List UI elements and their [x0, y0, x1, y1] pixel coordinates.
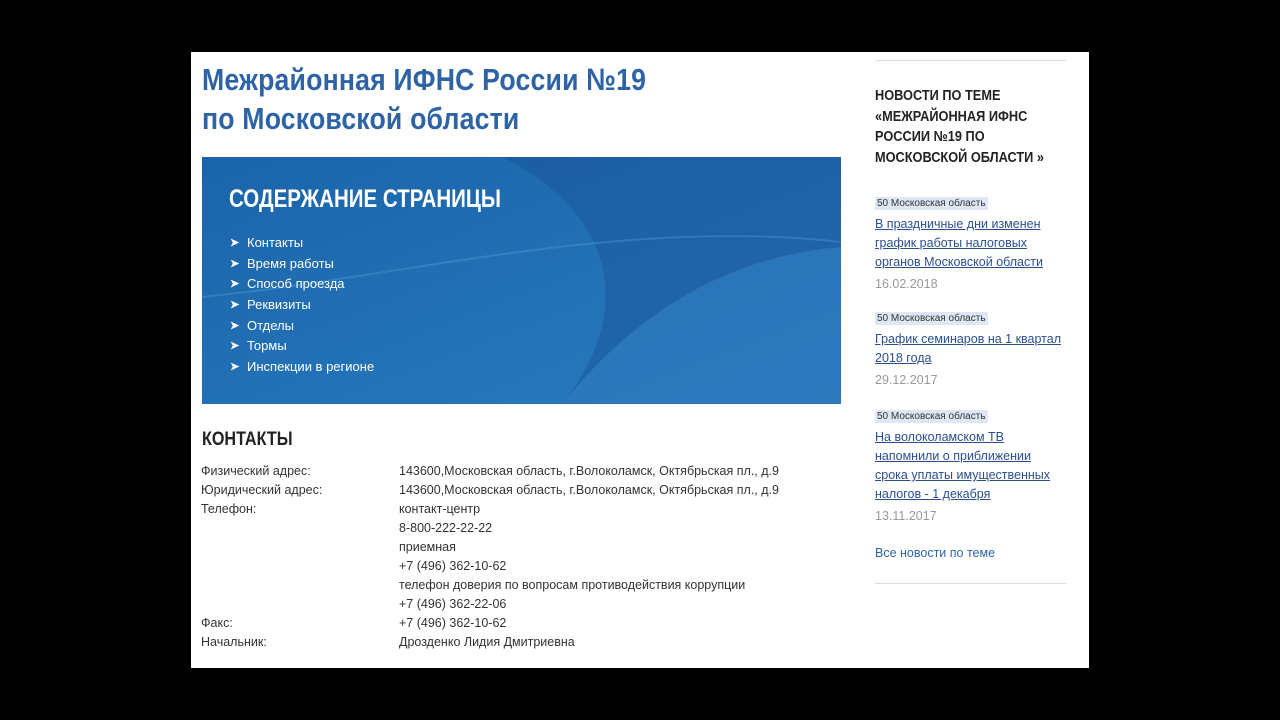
toc-heading: СОДЕРЖАНИЕ СТРАНИЦЫ [229, 185, 501, 213]
news-item [875, 406, 1066, 523]
contacts-table [201, 462, 779, 652]
news-date: 29.12.2017 [875, 373, 938, 387]
contact-label: Физический адрес: [201, 464, 311, 478]
region-badge: 50 Московская область [877, 198, 986, 209]
contact-value-line: 8-800-222-22-22 [399, 521, 493, 535]
news-date: 16.02.2018 [875, 277, 938, 291]
toc-item-label[interactable]: Инспекции в регионе [247, 358, 375, 374]
contact-value [399, 633, 779, 652]
contact-value [399, 481, 779, 500]
region-badge: 50 Московская область [877, 411, 986, 422]
contact-row [201, 500, 779, 614]
contact-label: Факс: [201, 616, 233, 630]
contact-label: Юридический адрес: [201, 483, 323, 497]
contact-value [399, 614, 779, 633]
contact-value-line: +7 (496) 362-10-62 [399, 559, 507, 573]
table-of-contents [202, 157, 841, 404]
toc-item[interactable] [230, 273, 374, 294]
chevron-right-icon: ➤ [230, 319, 240, 332]
toc-item[interactable] [230, 232, 374, 253]
page-content [191, 52, 1089, 668]
toc-item[interactable] [230, 356, 374, 377]
news-link[interactable]: В праздничные дни изменен график работы налоговых органов Московской области [875, 217, 1043, 269]
contact-value-line: 143600,Московская область, г.Волоколамск, Октябрьская пл., д.9 [399, 464, 779, 478]
toc-item[interactable] [230, 335, 374, 356]
contact-row [201, 633, 779, 652]
contact-row [201, 462, 779, 481]
contact-value-line: 143600,Московская область, г.Волоколамск, Октябрьская пл., д.9 [399, 483, 779, 497]
news-item [875, 308, 1066, 387]
contacts-heading: КОНТАКТЫ [202, 429, 293, 450]
toc-item-label[interactable]: Реквизиты [247, 296, 311, 312]
contact-value-line: приемная [399, 540, 456, 554]
contact-value [399, 500, 779, 614]
news-list [875, 193, 1066, 523]
news-date: 13.11.2017 [875, 509, 937, 523]
contact-label: Телефон: [201, 502, 257, 516]
news-link[interactable]: График семинаров на 1 квартал 2018 года [875, 332, 1062, 365]
chevron-right-icon: ➤ [230, 257, 240, 270]
contact-label: Начальник: [201, 635, 267, 649]
contact-value [399, 462, 779, 481]
toc-item[interactable] [230, 253, 374, 274]
all-news-link[interactable]: Все новости по теме [875, 546, 996, 560]
contact-value-line: телефон доверия по вопросам противодействия коррупции [399, 578, 746, 592]
contact-row [201, 614, 779, 633]
contact-row [201, 481, 779, 500]
chevron-right-icon: ➤ [230, 298, 240, 311]
news-item [875, 193, 1066, 291]
chevron-right-icon: ➤ [230, 360, 240, 373]
page-title: Межрайонная ИФНС России №19 по Московской области [202, 62, 647, 136]
divider [875, 60, 1066, 61]
toc-item-label[interactable]: Тормы [247, 338, 287, 354]
toc-item-label[interactable]: Время работы [247, 255, 334, 271]
news-heading: НОВОСТИ ПО ТЕМЕ «МЕЖРАЙОННАЯ ИФНС РОССИИ №19 ПО МОСКОВСКОЙ ОБЛАСТИ » [875, 88, 1045, 166]
contact-value-line: +7 (496) 362-10-62 [399, 616, 507, 630]
toc-item-label[interactable]: Отделы [247, 317, 294, 333]
news-sidebar [875, 52, 1066, 584]
news-link[interactable]: На волоколамском ТВ напомнили о приближении срока уплаты имущественных налогов - 1 декабря [875, 430, 1051, 501]
toc-item[interactable] [230, 315, 374, 336]
chevron-right-icon: ➤ [230, 278, 240, 291]
chevron-right-icon: ➤ [230, 340, 240, 353]
contact-value-line: Дрозденко Лидия Дмитриевна [399, 635, 575, 649]
toc-list [230, 232, 374, 377]
chevron-right-icon: ➤ [230, 236, 240, 249]
contact-value-line: +7 (496) 362-22-06 [399, 597, 507, 611]
toc-item[interactable] [230, 294, 374, 315]
toc-item-label[interactable]: Контакты [247, 234, 304, 250]
region-badge: 50 Московская область [877, 313, 986, 324]
divider [875, 583, 1066, 584]
contact-value-line: контакт-центр [399, 502, 481, 516]
toc-item-label[interactable]: Способ проезда [247, 276, 345, 292]
